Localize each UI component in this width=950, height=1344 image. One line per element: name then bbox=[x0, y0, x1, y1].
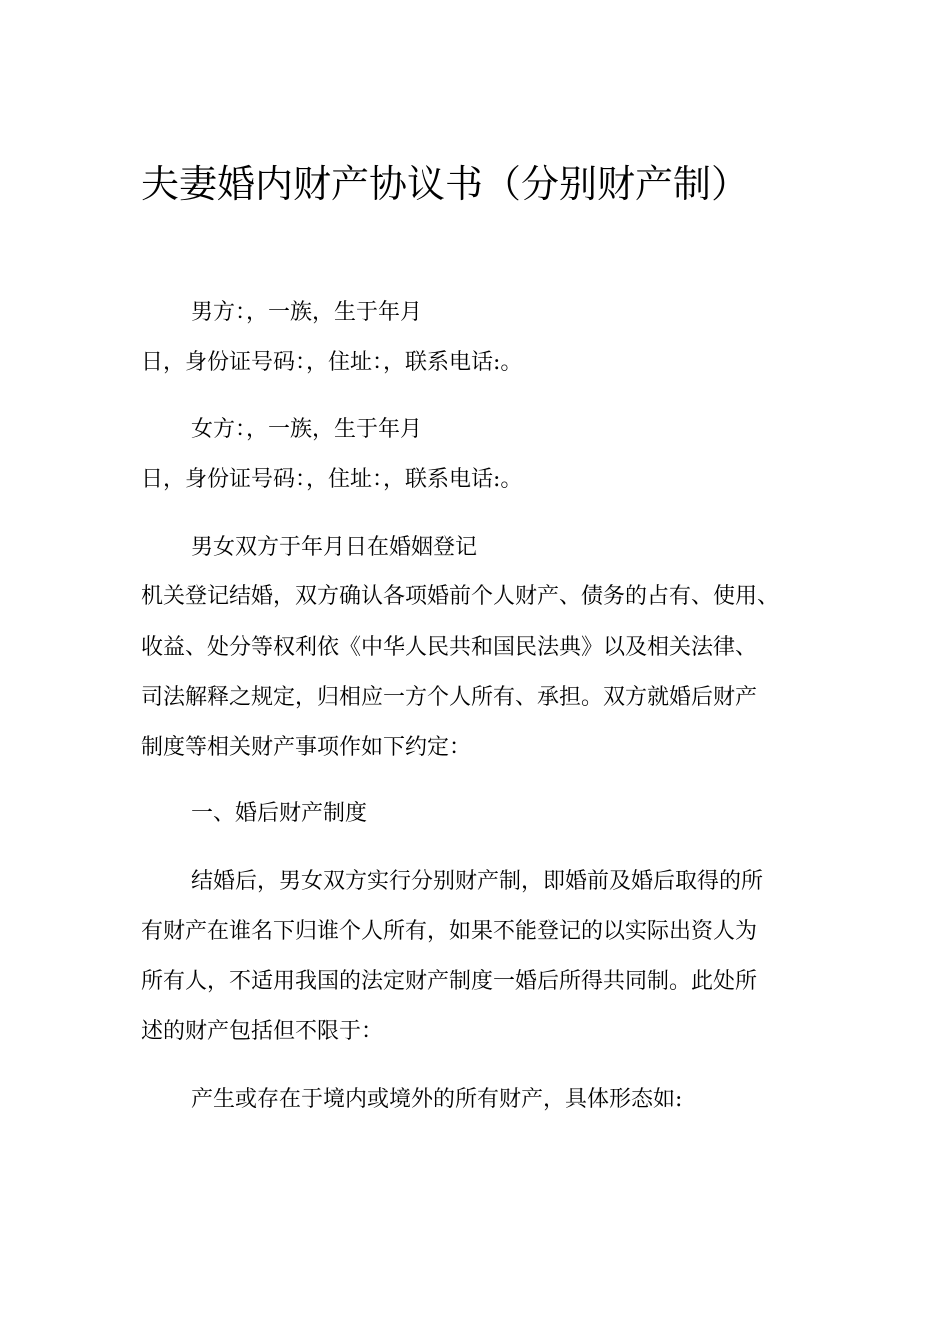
section-1-body-line-1: 结婚后，男女双方实行分别财产制，即婚前及婚后取得的所 bbox=[191, 869, 764, 894]
preamble-line-3: 收益、处分等权利依《中华人民共和国民法典》以及相关法律、 bbox=[141, 635, 758, 660]
section-1-body-line-2: 有财产在谁名下归谁个人所有，如果不能登记的以实际出资人为 bbox=[141, 919, 758, 944]
female-party-line-1: 女方：，一族，生于年月 bbox=[191, 417, 423, 442]
preamble-line-1: 男女双方于年月日在婚姻登记 bbox=[191, 535, 478, 560]
preamble-line-4: 司法解释之规定，归相应一方个人所有、承担。双方就婚后财产 bbox=[141, 685, 758, 710]
female-party-line-2: 日，身份证号码：，住址：，联系电话:。 bbox=[141, 467, 523, 492]
section-1-body-line-3: 所有人，不适用我国的法定财产制度一婚后所得共同制。此处所 bbox=[141, 969, 758, 994]
section-1-item: 产生或存在于境内或境外的所有财产，具体形态如: bbox=[191, 1087, 683, 1112]
preamble-line-5: 制度等相关财产事项作如下约定： bbox=[141, 735, 472, 760]
document-title: 夫妻婚内财产协议书（分别财产制） bbox=[141, 162, 750, 206]
section-1-body-line-4: 述的财产包括但不限于： bbox=[141, 1019, 384, 1044]
male-party-line-1: 男方：，一族，生于年月 bbox=[191, 300, 423, 325]
preamble-line-2: 机关登记结婚，双方确认各项婚前个人财产、债务的占有、使用、 bbox=[141, 584, 780, 609]
male-party-line-2: 日，身份证号码：，住址：，联系电话:。 bbox=[141, 350, 523, 375]
section-1-heading: 一、婚后财产制度 bbox=[191, 801, 368, 826]
